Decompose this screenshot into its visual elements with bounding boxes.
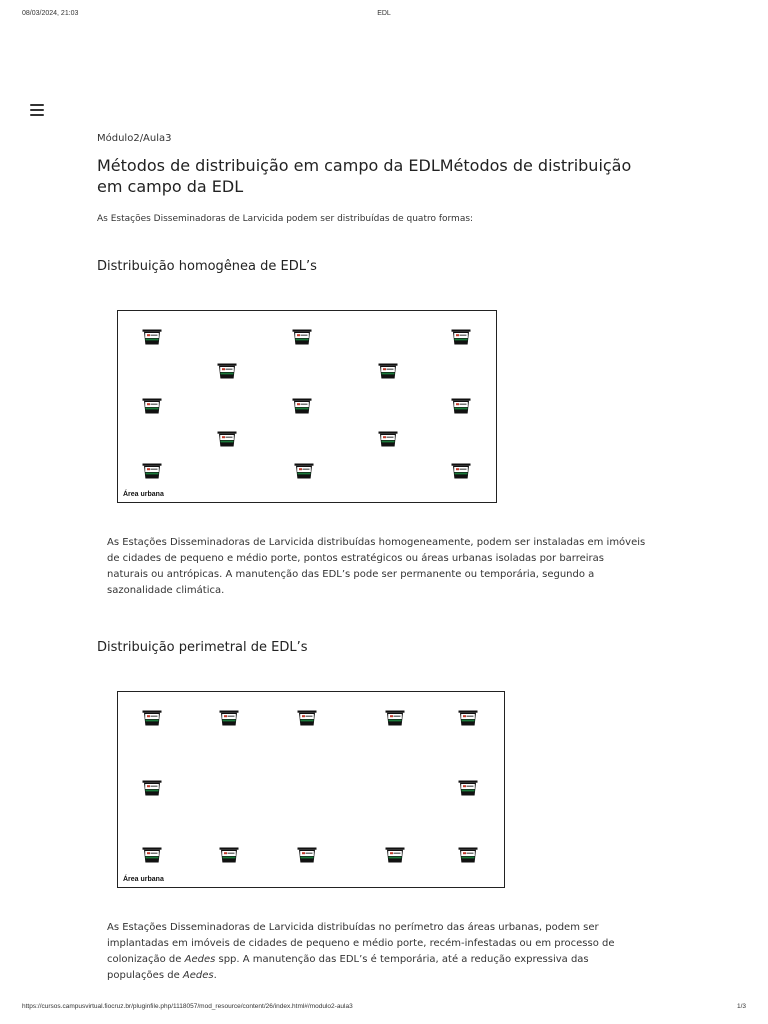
homogeneous-paragraph: As Estações Disseminadoras de Larvicida distribuídas homogeneamente, podem ser instaladas em imóveis de cidades de pequeno e médio porte, pontos estratégicos ou áreas urbanas isoladas por barreiras naturais ou antrópicas. A manutenção das EDL’s pode ser permanente ou temporária, segundo a sazonalidade climática.: [107, 537, 646, 596]
intro-text: As Estações Disseminadoras de Larvicida podem ser distribuídas de quatro formas:: [97, 214, 474, 224]
edl-station-icon: [297, 847, 317, 863]
paragraph-text: spp. A manutenção das EDL’s é temporária, até a redução expressiva das populações de: [107, 954, 589, 981]
edl-station-icon: [142, 780, 162, 796]
page-title: Métodos de distribuição em campo da EDLMétodos de distribuição em campo da EDL: [97, 156, 632, 196]
perimetral-paragraph: [107, 920, 647, 984]
breadcrumb: Módulo2/Aula3: [97, 133, 172, 144]
edl-station-icon: [142, 463, 162, 479]
print-title: EDL: [377, 10, 391, 17]
edl-station-icon: [142, 329, 162, 345]
edl-station-icon: [451, 398, 471, 414]
edl-station-icon: [451, 329, 471, 345]
edl-station-icon: [219, 847, 239, 863]
edl-station-icon: [385, 710, 405, 726]
page-number: 1/3: [736, 1003, 746, 1010]
edl-station-icon: [458, 710, 478, 726]
paragraph-text: As Estações Disseminadoras de Larvicida distribuídas no perímetro das áreas urbanas, podem ser implantadas em imóveis de cidades de pequeno e médio porte, recém-infestadas ou em processo de colonização de: [107, 922, 615, 965]
edl-station-icon: [292, 329, 312, 345]
edl-station-icon: [385, 847, 405, 863]
paragraph-italic-genus: Aedes: [184, 954, 216, 965]
section-heading-perimetral: Distribuição perimetral de EDL’s: [97, 640, 308, 655]
paragraph-text: .: [213, 970, 217, 981]
edl-station-icon: [378, 363, 398, 379]
perimetral-distribution-diagram: [117, 691, 505, 888]
edl-station-icon: [378, 431, 398, 447]
homogeneous-distribution-diagram: [117, 310, 497, 503]
hamburger-menu-icon[interactable]: [30, 104, 44, 118]
print-footer: [22, 1003, 746, 1015]
print-header: [22, 10, 746, 22]
edl-station-icon: [451, 463, 471, 479]
edl-station-icon: [142, 847, 162, 863]
edl-station-icon: [219, 710, 239, 726]
area-label: Área urbana: [123, 491, 164, 498]
page-url: https://cursos.campusvirtual.fiocruz.br/pluginfile.php/1118057/mod_resource/content/26/index.html#/modulo2-aula3: [22, 1003, 353, 1010]
paragraph-italic-genus: Aedes: [182, 970, 214, 981]
edl-station-icon: [294, 463, 314, 479]
area-label: Área urbana: [123, 876, 164, 883]
edl-station-icon: [458, 780, 478, 796]
edl-station-icon: [217, 363, 237, 379]
edl-station-icon: [292, 398, 312, 414]
edl-station-icon: [297, 710, 317, 726]
edl-station-icon: [142, 398, 162, 414]
edl-station-icon: [458, 847, 478, 863]
edl-station-icon: [142, 710, 162, 726]
section-heading-homogeneous: Distribuição homogênea de EDL’s: [97, 259, 317, 274]
edl-station-icon: [217, 431, 237, 447]
print-date: 08/03/2024, 21:03: [22, 10, 79, 17]
